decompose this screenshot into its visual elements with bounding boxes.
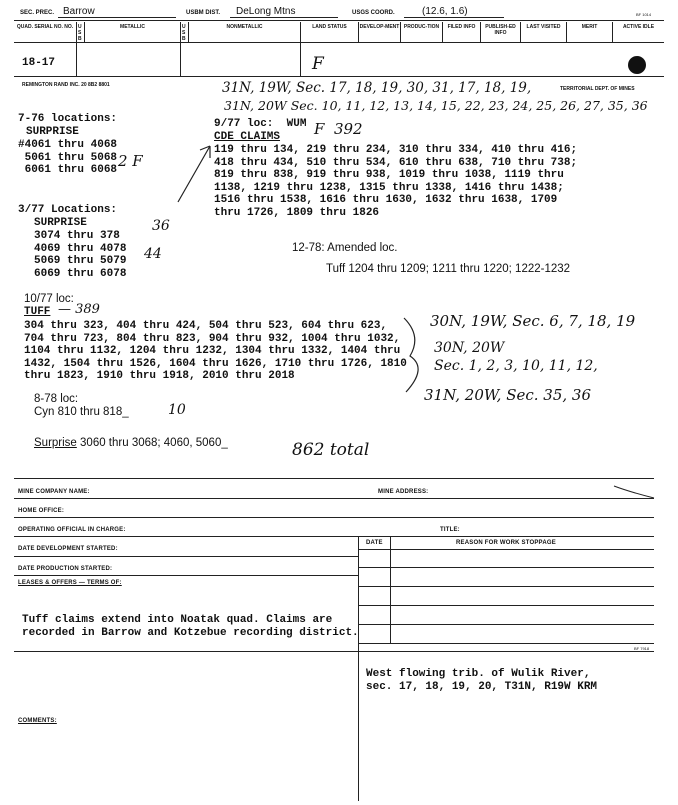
col-production: PRODUC-TION	[400, 22, 442, 42]
surprise-subtitle-2: SURPRISE	[34, 217, 87, 229]
form-number-2: BF 7918	[634, 646, 650, 651]
reason-header: REASON FOR WORK STOPPAGE	[456, 540, 556, 546]
locations-3-77-title: 3/77 Locations:	[18, 204, 118, 216]
usbm-dist-value: DeLong Mtns	[236, 6, 296, 17]
hand-arrow	[170, 140, 220, 210]
col-merit: MERIT	[566, 22, 612, 42]
cyn-line: Cyn 810 thru 818_	[34, 406, 129, 418]
operating-official-label: OPERATING OFFICIAL IN CHARGE:	[18, 527, 126, 533]
col-land-status: LAND STATUS	[300, 22, 358, 42]
land-status-value: F	[312, 54, 324, 74]
amended-line-1: 12-78: Amended loc.	[292, 242, 398, 254]
locations-7-76-title: 7-76 locations:	[18, 113, 118, 125]
date-production-label: DATE PRODUCTION STARTED:	[18, 566, 113, 572]
hand-44: 44	[144, 246, 162, 262]
form-number: BF 1014	[636, 12, 652, 17]
date-development-label: DATE DEVELOPMENT STARTED:	[18, 546, 118, 552]
hand-tuff-location-1: 30N, 19W, Sec. 6, 7, 18, 19	[430, 312, 636, 330]
usgs-coord-label: USGS COORD.	[352, 10, 395, 16]
location-description: West flowing trib. of Wulik River, sec. 17, 18, 19, 20, T31N, R19W KRM	[366, 668, 598, 693]
hand-f392: F 392	[314, 120, 363, 138]
usbm-dist-label: USBM DIST.	[186, 10, 221, 16]
usgs-coord-value: (12.6, 1.6)	[422, 6, 468, 17]
locations-7-76-list: #4061 thru 4068 5061 thru 5068 6061 thru 6068	[18, 139, 118, 177]
locations-9-77-title: 9/77 loc: WUM	[214, 118, 307, 130]
col-filed-info: FILED INFO	[442, 22, 480, 42]
col-last-visited: LAST VISITED	[520, 22, 566, 42]
locations-3-77-list: 3074 thru 378 4069 thru 4078 5069 thru 5079 6069 thru 6078	[34, 230, 127, 280]
hand-389: — 389	[58, 302, 100, 317]
col-active-idle: ACTIVE IDLE	[612, 22, 664, 42]
sec-prec-value: Barrow	[63, 6, 95, 17]
date-header: DATE	[366, 540, 383, 546]
hand-tuff-location-3: Sec. 1, 2, 3, 10, 11, 12,	[434, 358, 598, 374]
quad-serial-value: 18-17	[22, 57, 56, 69]
title-label: TITLE:	[440, 527, 460, 533]
hand-total: 862 total	[292, 440, 370, 460]
col-metallic: METALLIC	[84, 22, 180, 42]
col-development: DEVELOP-MENT	[358, 22, 400, 42]
hand-township-line-2: 31N, 20W Sec. 10, 11, 12, 13, 14, 15, 22, 23, 24, 25, 26, 27, 35, 36	[224, 98, 648, 113]
locations-9-77-list: 119 thru 134, 219 thru 234, 310 thru 334, 410 thru 416; 418 thru 434, 510 thru 534, 610 thru 638, 710 thru 738; 819 thru 838, 919 thru 938, 1019 thru 1038, 1119 thru 1138, 1219 thru 1238, 1315 thru 1338, 1416 thru 1438; 1516 thru 1538, 1616 thru 1630, 1632 thru 1638, 1709 thru 1726, 1809 thru 1826	[214, 144, 578, 219]
comments-label: COMMENTS:	[18, 718, 57, 724]
tuff-name: TUFF	[24, 306, 51, 318]
active-dot	[628, 56, 646, 74]
col-usb-1: U S B	[76, 22, 84, 42]
hand-township-line-1: 31N, 19W, Sec. 17, 18, 19, 30, 31, 17, 18, 19,	[222, 80, 532, 96]
cde-claims-subtitle: CDE CLAIMS	[214, 131, 281, 143]
hand-stroke	[610, 478, 660, 500]
hand-tuff-location-4: 31N, 20W, Sec. 35, 36	[424, 386, 592, 404]
home-office-label: HOME OFFICE:	[18, 508, 65, 514]
col-usb-2: U S B	[180, 22, 188, 42]
hand-margin-f: 2 F	[118, 152, 143, 170]
mine-address-label: MINE ADDRESS:	[378, 489, 429, 495]
cyn-title: 8-78 loc:	[34, 393, 79, 405]
printer-line: REMINGTON RAND INC. 20 8B2 8801	[22, 82, 110, 88]
mine-company-label: MINE COMPANY NAME:	[18, 489, 90, 495]
col-nonmetallic: NONMETALLIC	[188, 22, 300, 42]
amended-line-2: Tuff 1204 thru 1209; 1211 thru 1220; 1222-1232	[326, 263, 571, 275]
leases-text: Tuff claims extend into Noatak quad. Claims are recorded in Barrow and Kotzebue recording district.	[22, 614, 359, 639]
leases-label: LEASES & OFFERS — TERMS OF:	[18, 580, 122, 586]
surprise-line: Surprise 3060 thru 3068; 4060, 5060_	[34, 437, 228, 449]
hand-36: 36	[152, 218, 170, 234]
territorial-dept: TERRITORIAL DEPT. OF MINES	[560, 86, 635, 92]
sec-prec-label: SEC. PREC.	[20, 10, 55, 16]
col-quad-serial: QUAD. SERIAL NO. NO.	[16, 24, 74, 30]
col-published-info: PUBLISH-ED INFO	[480, 22, 520, 42]
hand-tuff-location-2: 30N, 20W	[434, 340, 505, 356]
tuff-list: 304 thru 323, 404 thru 424, 504 thru 523, 604 thru 623, 704 thru 723, 804 thru 823, 904 thru 932, 1004 thru 1032, 1104 thru 1132, 1204 thru 1232, 1304 thru 1332, 1404 thru 1432, 1504 thru 1526, 1604 thru 1626, 1710 thru 1726, 1810 thru 1823, 1910 thru 1918, 2010 thru 2018	[24, 320, 407, 383]
surprise-subtitle-1: SURPRISE	[26, 126, 79, 138]
tuff-title: 10/77 loc:	[24, 293, 74, 305]
hand-10: 10	[168, 402, 186, 418]
